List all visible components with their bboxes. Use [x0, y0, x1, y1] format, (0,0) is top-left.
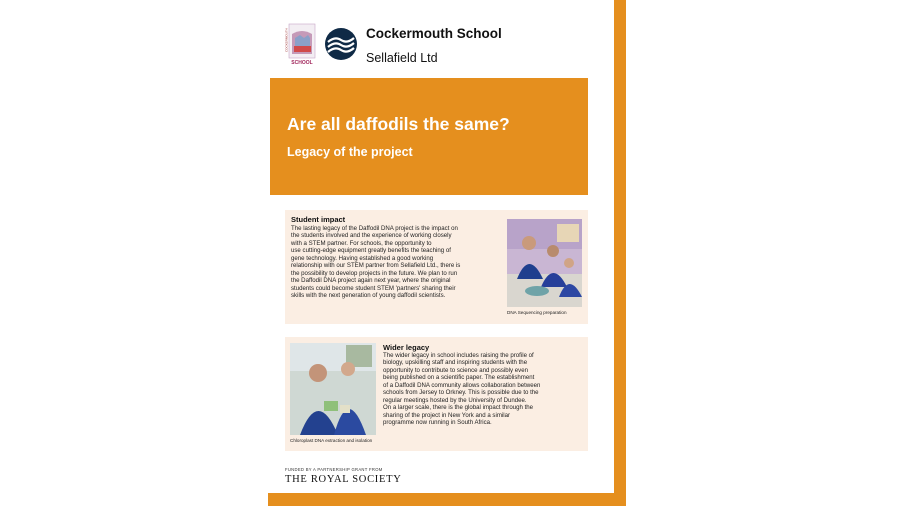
- section-heading: Wider legacy: [383, 343, 430, 352]
- sellafield-logo: [325, 28, 357, 60]
- school-logo-side-text: COCKERMOUTH: [284, 28, 289, 52]
- school-logo-text: SCHOOL: [291, 60, 313, 66]
- orange-bottom-bar: [268, 493, 626, 506]
- photo-caption: DNA Sequencing preparation: [507, 310, 567, 315]
- org-name-school: Cockermouth School: [366, 26, 502, 41]
- wider-legacy-section: [285, 337, 588, 451]
- royal-society-logo: THE ROYAL SOCIETY: [285, 474, 402, 485]
- chloroplast-extraction-photo: [290, 343, 376, 435]
- title-banner: [270, 78, 588, 195]
- section-body: The lasting legacy of the Daffodil DNA project is the impact on the students involved and the experience of working closely with a STEM partner. For schools, the opportunity to use cutting-edge equipment greatly benefits the teaching of gene technology. Having established a good working relationship with our STEM partner from Sellafield Ltd., there is the possibility to develop projects in the future. We plan to run the Daffodil DNA project again next year, where the original students could become student STEM 'partners' sharing their skills with the next generation of young daffodil scientists.: [291, 225, 461, 300]
- page-title: Are all daffodils the same?: [287, 114, 510, 134]
- funded-by-label: FUNDED BY A PARTNERSHIP GRANT FROM: [285, 467, 383, 472]
- section-heading: Student impact: [291, 215, 346, 224]
- orange-side-bar: [614, 0, 626, 506]
- cockermouth-school-logo: [286, 24, 316, 66]
- org-name-sellafield: Sellafield Ltd: [366, 51, 438, 65]
- page-subtitle: Legacy of the project: [287, 145, 413, 159]
- section-body: The wider legacy in school includes raising the profile of biology, upskilling staff and inspiring students with the opportunity to contribute to science and possibly even being published on a scientific paper. The establishment of a Daffodil DNA community allows collaboration between schools from Jersey to Orkney. This is possible due to the regular meetings hosted by the University of Dundee. On a larger scale, there is the global impact through the sharing of the project in New York and a similar programme now running in South Africa.: [383, 352, 541, 427]
- photo-caption: Chloroplast DNA extraction and isolation: [290, 438, 373, 443]
- student-impact-section: [285, 210, 588, 324]
- dna-sequencing-photo: [507, 219, 582, 307]
